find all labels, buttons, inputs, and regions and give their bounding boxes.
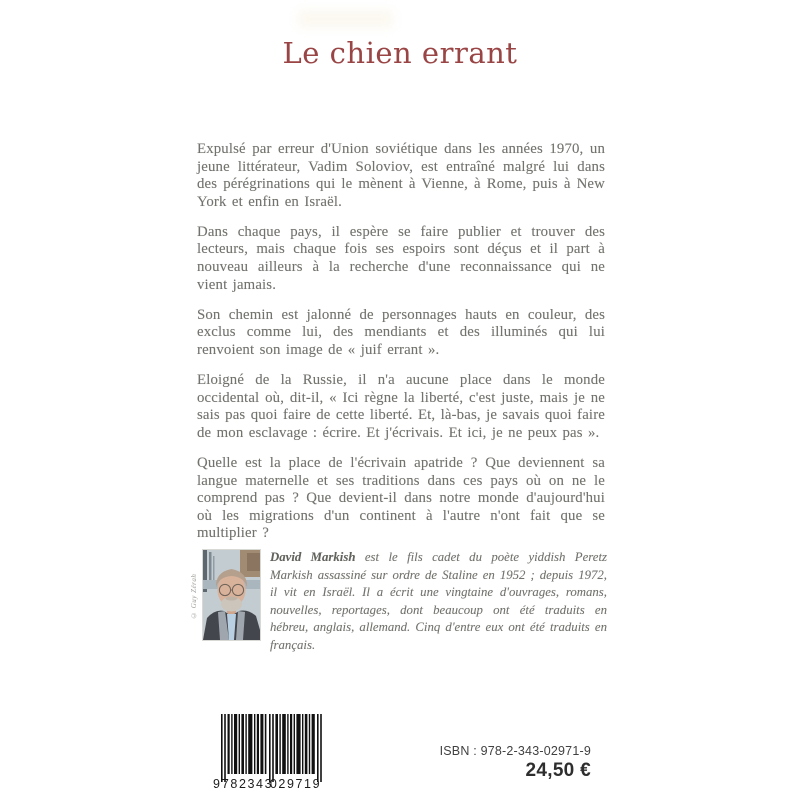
ean13-barcode — [213, 714, 331, 790]
barcode-digits-right: 029719 — [269, 777, 322, 790]
author-bio-text — [270, 549, 607, 654]
isbn: ISBN : 978-2-343-02971-9 — [439, 744, 591, 758]
isbn-price-block — [371, 744, 591, 782]
author-bio-section — [189, 548, 608, 652]
synopsis-paragraph: Eloigné de la Russie, il n'a aucune place dans le monde occidental où, dit-il, « Ici règne la liberté, c'est juste, mais je ne sais pas quoi faire de cette liberté. Et, là-bas, je savais quoi faire de mon esclavage : écrire. Et j'écrivais. Et ici, je ne peux pas ». — [197, 372, 605, 441]
barcode-digit-first: 9 — [213, 777, 222, 790]
author-photo — [203, 550, 260, 640]
synopsis-paragraph: Dans chaque pays, il espère se faire publier et trouver des lecteurs, mais chaque fois ses espoirs sont déçus et il part à nouveau ailleurs à la recherche d'une reconnaissance qui ne vient jamais. — [197, 223, 605, 293]
price: 24,50 € — [525, 760, 591, 781]
book-title: Le chien errant — [282, 36, 518, 70]
photo-credit: © Guy Zérah — [190, 573, 198, 619]
synopsis-paragraph: Expulsé par erreur d'Union soviétique dans les années 1970, un jeune littérateur, Vadim Soloviov, est entraîné malgré lui dans des pérégrinations qui le mènent à Vienne, à Rome, puis à New York et enfin en Israël. — [197, 141, 605, 210]
synopsis-paragraph: Son chemin est jalonné de personnages hauts en couleur, des exclus comme lui, des mendiants et des illuminés qui lui renvoient son image de « juif errant ». — [197, 306, 605, 358]
author-bio-body: est le fils cadet du poète yiddish Peretz Markish assassiné sur ordre de Staline en 1952 ; depuis 1972, il vit en Israël. Il a écrit une vingtaine d'ouvrages, romans, nouvelles, reportages, dont beaucoup ont été traduits en hébreu, anglais, allemand. Cinq d'entre eux ont été traduits en français. — [270, 550, 608, 652]
synopsis-paragraph: Quelle est la place de l'écrivain apatride ? Que deviennent sa langue maternelle et ses traditions dans ces pays où on ne le comprend pas ? Que devient-il dans notre monde d'aujourd'hui où les migrations d'un continent à l'autre n'ont fait que se multiplier ? — [197, 454, 605, 542]
author-name: David Markish — [270, 550, 356, 564]
barcode-digits-left: 782343 — [221, 777, 274, 790]
top-edge-print-artifact — [298, 10, 393, 28]
synopsis — [197, 141, 605, 555]
